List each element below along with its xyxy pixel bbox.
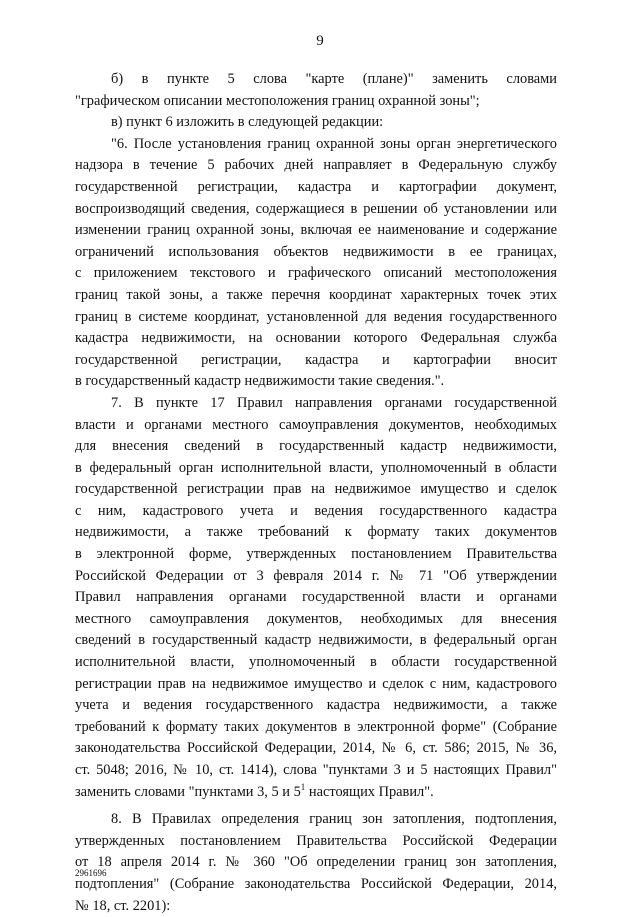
- text-line: с приложением текстового и графического описаний местоположения: [75, 265, 557, 282]
- text-fragment: заменить словами "пунктами 3, 5 и 5: [75, 783, 301, 800]
- text-line: государственной регистрации, кадастра и картографии вносит: [75, 351, 557, 368]
- text-line: законодательства Российской Федерации, 2014, № 6, ст. 586; 2015, № 36,: [75, 740, 557, 757]
- text-line: исполнительной власти, уполномоченный в области государственной: [75, 654, 557, 671]
- text-line: учета и ведения государственного кадастра недвижимости, а также: [75, 697, 557, 714]
- text-fragment: настоящих Правил".: [305, 783, 434, 800]
- text-line: воспроизводящий сведения, содержащиеся в решении об установлении или: [75, 200, 557, 217]
- text-line: 7. В пункте 17 Правил направления органами государственной: [111, 394, 557, 411]
- text-line: границ такой зоны, а также перечня координат характерных точек этих: [75, 286, 557, 303]
- text-line: власти и органами местного самоуправления документов, необходимых: [75, 416, 557, 433]
- text-line: недвижимости, а также требований к формату таких документов: [75, 524, 557, 541]
- text-line: с ним, кадастрового учета и ведения государственного кадастра: [75, 502, 557, 519]
- text-line: Российской Федерации от 3 февраля 2014 г. № 71 "Об утверждении: [75, 567, 557, 584]
- text-line: б) в пункте 5 слова "карте (плане)" заменить словами: [111, 71, 557, 87]
- text-line: Правил направления органами государственной власти и органами: [75, 589, 557, 606]
- text-line: государственной регистрации прав на недвижимое имущество и сделок: [75, 481, 557, 498]
- text-line: 8. В Правилах определения границ зон затопления, подтопления,: [111, 811, 557, 828]
- text-line: в) пункт 6 изложить в следующей редакции:: [111, 114, 384, 131]
- text-line: в электронной форме, утвержденных постановлением Правительства: [75, 546, 557, 563]
- text-line: изменении границ охранной зоны, включая ее наименование и содержание: [75, 222, 557, 239]
- text-line: подтопления" (Собрание законодательства Российской Федерации, 2014,: [75, 875, 557, 892]
- text-line: в государственный кадастр недвижимости такие сведения.".: [75, 373, 445, 390]
- text-line: № 18, ст. 2201):: [75, 897, 171, 914]
- text-line: ограничений использования объектов недвижимости в ее границах,: [75, 243, 557, 260]
- text-line: сведений в государственный кадастр недвижимости, в федеральный орган: [75, 632, 557, 649]
- document-code: 2961696: [75, 868, 107, 878]
- text-line: утвержденных постановлением Правительства Российской Федерации: [75, 832, 557, 849]
- text-line: кадастра недвижимости, на основании которого Федеральная служба: [75, 330, 557, 347]
- text-line: "графическом описании местоположения границ охранной зоны";: [75, 92, 480, 109]
- text-line: требований к формату таких документов в электронной форме" (Собрание: [75, 718, 557, 735]
- text-line: местного самоуправления документов, необходимых для внесения: [75, 610, 557, 627]
- text-line: от 18 апреля 2014 г. № 360 "Об определении границ зон затопления,: [75, 854, 557, 871]
- text-line: в федеральный орган исполнительной власти, уполномоченный в области: [75, 459, 557, 476]
- text-line: надзора в течение 5 рабочих дней направляет в Федеральную службу: [75, 157, 557, 174]
- text-line-with-superscript: [75, 782, 557, 804]
- text-line: "6. После установления границ охранной зоны орган энергетического: [111, 135, 557, 152]
- document-body: [75, 69, 557, 917]
- superscript: 1: [300, 781, 306, 792]
- text-line: ст. 5048; 2016, № 10, ст. 1414), слова "пунктами 3 и 5 настоящих Правил": [75, 762, 557, 778]
- text-line: регистрации прав на недвижимое имущество и сделок с ним, кадастрового: [75, 675, 557, 692]
- text-line: государственной регистрации, кадастра и картографии документ,: [75, 178, 557, 195]
- page-number: 9: [316, 33, 324, 49]
- text-line: границ в системе координат, установленной для ведения государственного: [75, 308, 557, 325]
- text-line: для внесения сведений в государственный кадастр недвижимости,: [75, 438, 557, 455]
